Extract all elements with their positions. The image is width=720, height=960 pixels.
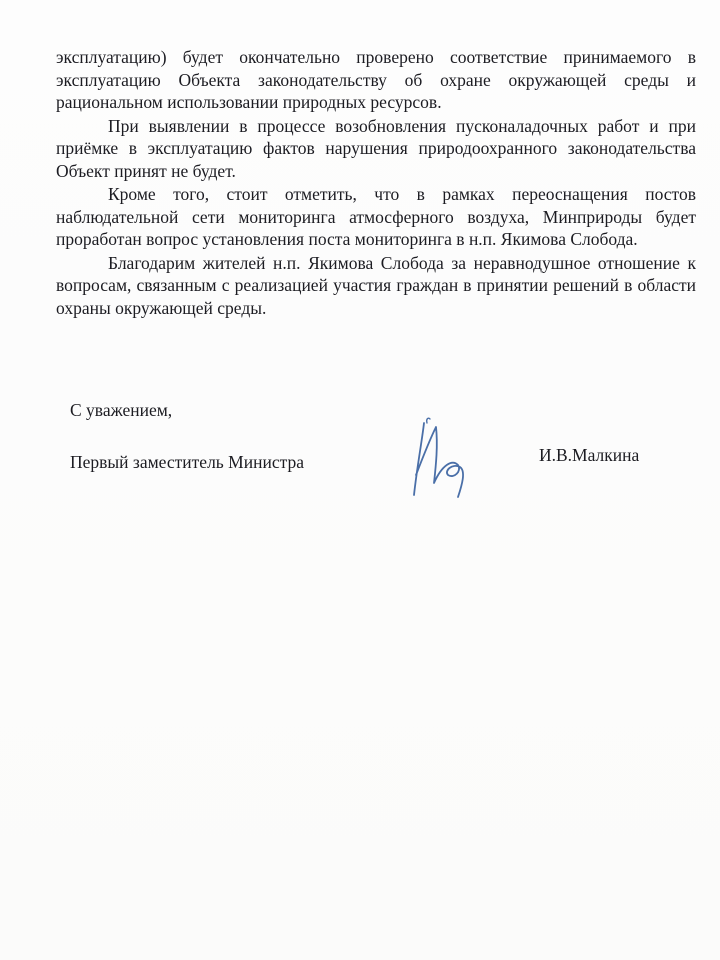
signer-name: И.В.Малкина xyxy=(539,445,640,465)
paragraph-violations: При выявлении в процессе возобновления пусконаладочных работ и при приёмке в эксплуатацию фактов нарушения природоохранного законодательства Объект принят не будет. xyxy=(56,115,696,181)
closing-phrase: С уважением, xyxy=(70,400,173,420)
paragraph-gratitude: Благодарим жителей н.п. Якимова Слобода за неравнодушное отношение к вопросам, связанным с реализацией участия граждан в принятии решений в области охраны окружающей среды. xyxy=(56,252,696,318)
signer-title: Первый заместитель Министра xyxy=(70,452,304,472)
paragraph-continuation: эксплуатацию) будет окончательно проверено соответствие принимаемого в эксплуатацию Объекта законодательству об охране окружающей среды и рациональном использовании природных ресурсов. xyxy=(56,47,696,112)
letter-body xyxy=(56,46,696,319)
paragraph-monitoring-post: Кроме того, стоит отметить, что в рамках переоснащения постов наблюдательной сети мониторинга атмосферного воздуха, Минприроды будет проработан вопрос установления поста мониторинга в н.п. Якимова Слобода. xyxy=(56,184,696,249)
handwritten-signature xyxy=(400,405,480,505)
